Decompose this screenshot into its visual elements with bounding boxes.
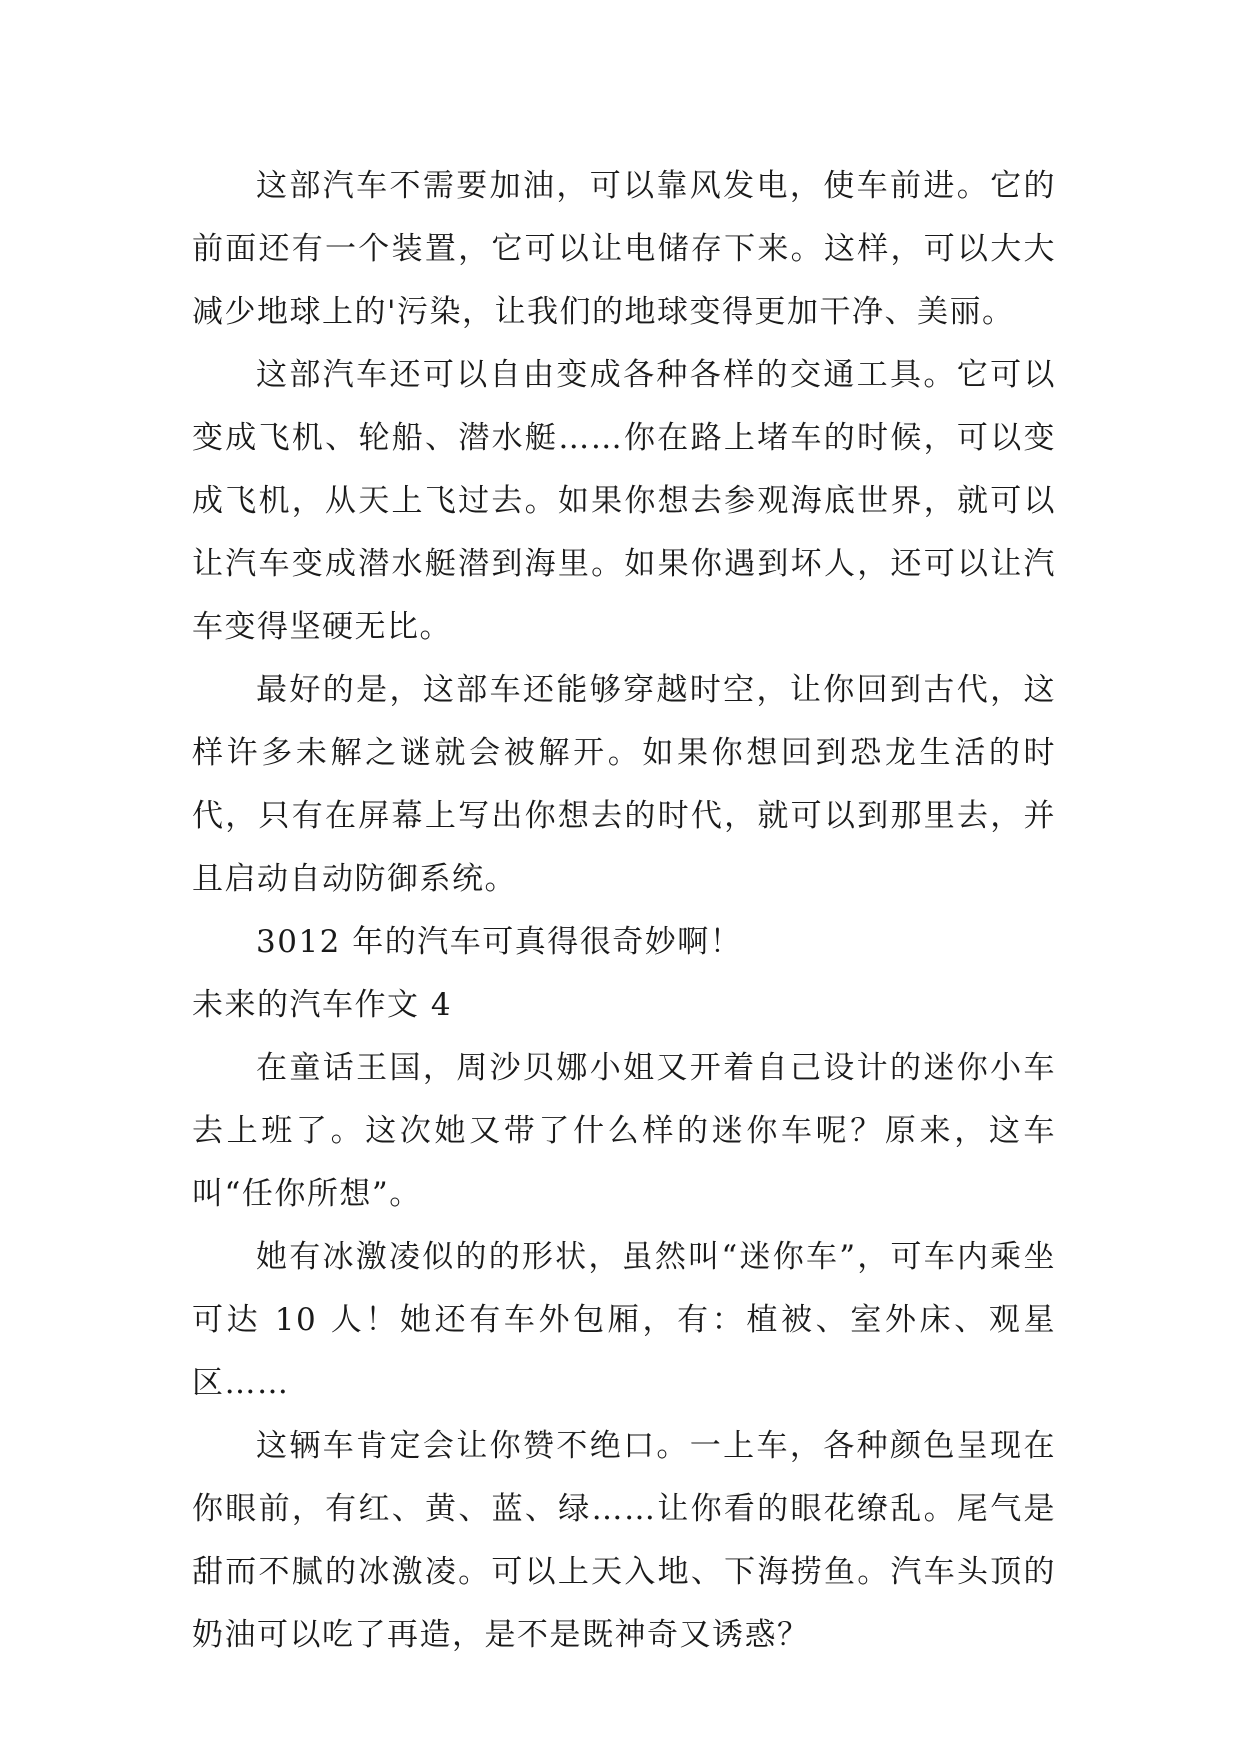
paragraph-colors-and-features: 这辆车肯定会让你赞不绝口。一上车，各种颜色呈现在你眼前，有红、黄、蓝、绿……让你看的眼花缭乱。尾气是甜而不腻的冰激凌。可以上天入地、下海捞鱼。汽车头顶的奶油可以吃了再造，是不是既神奇又诱惑？ <box>192 1428 1056 1653</box>
paragraph-wind-power: 这部汽车不需要加油，可以靠风发电，使车前进。它的前面还有一个装置，它可以让电储存下来。这样，可以大大减少地球上的'污染，让我们的地球变得更加干净、美丽。 <box>192 168 1056 330</box>
paragraph-ice-cream-shape: 她有冰激凌似的的形状，虽然叫“迷你车”，可车内乘坐可达 10 人！她还有车外包厢，有：植被、室外床、观星区…… <box>192 1239 1056 1401</box>
paragraph-fairy-kingdom: 在童话王国，周沙贝娜小姐又开着自己设计的迷你小车去上班了。这次她又带了什么样的迷你车呢？原来，这车叫“任你所想”。 <box>192 1050 1056 1212</box>
document-body <box>192 155 1056 1667</box>
paragraph-time-travel: 最好的是，这部车还能够穿越时空，让你回到古代，这样许多未解之谜就会被解开。如果你想回到恐龙生活的时代，只有在屏幕上写出你想去的时代，就可以到那里去，并且启动自动防御系统。 <box>192 672 1056 897</box>
paragraph-transform-vehicles: 这部汽车还可以自由变成各种各样的交通工具。它可以变成飞机、轮船、潜水艇……你在路上堵车的时候，可以变成飞机，从天上飞过去。如果你想去参观海底世界，就可以让汽车变成潜水艇潜到海里。如果你遇到坏人，还可以让汽车变得坚硬无比。 <box>192 357 1056 645</box>
section-title: 未来的汽车作文 4 <box>192 987 453 1023</box>
paragraph-3012-conclusion: 3012 年的汽车可真得很奇妙啊！ <box>256 924 743 960</box>
